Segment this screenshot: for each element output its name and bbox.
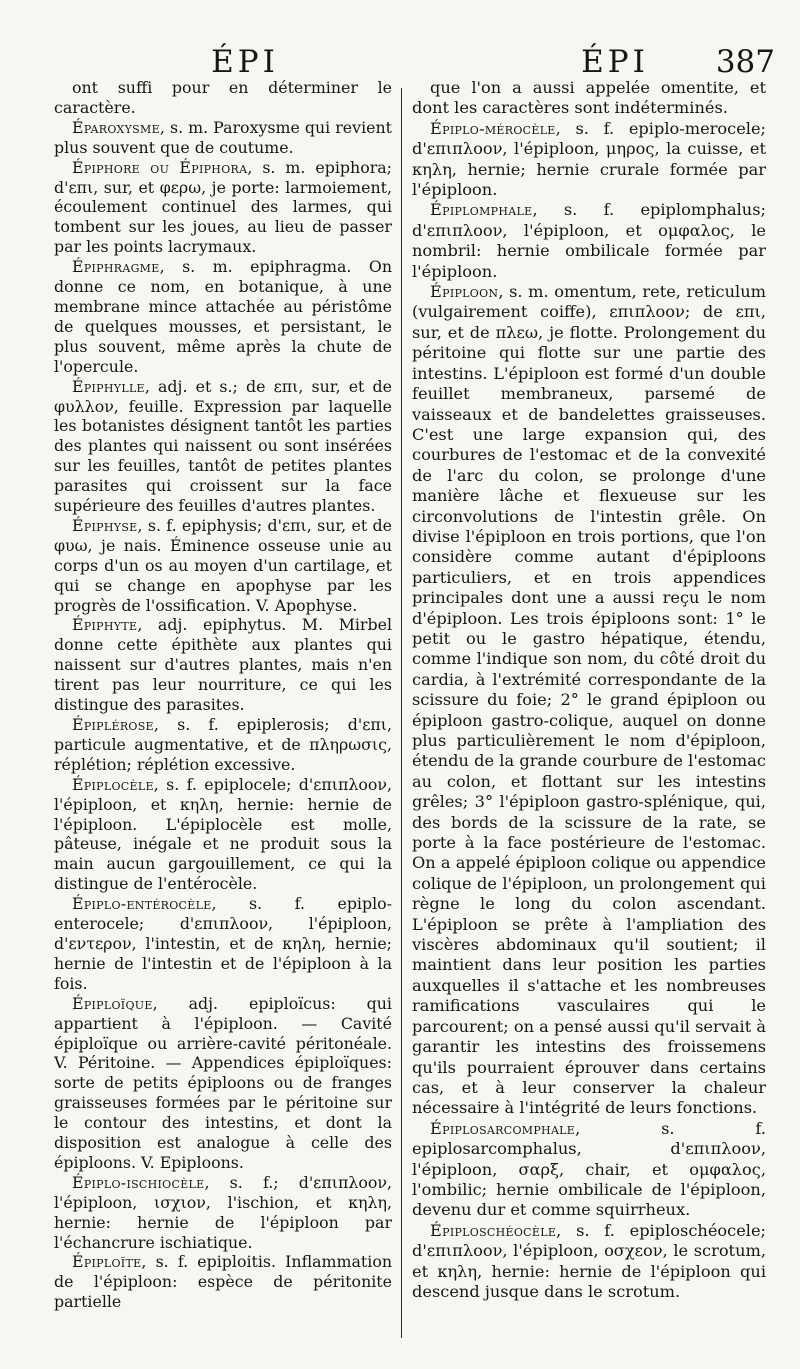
headword: Épiphyse bbox=[72, 515, 138, 535]
entry-epiphylle: Épiphylle, adj. et s.; de επι, sur, et de φυλλον, feuille. Expression par laquelle les botanistes désignent tantôt les parties des plantes qui naissent ou sont insérées sur les feuilles, tantôt de petites plantes parasites qui croissent sur la face supérieure des feuilles d'autres plantes. bbox=[54, 376, 392, 516]
entry-epiplo-ischiocele: Épiplo-ischiocèle, s. f.; d'επιπλοον, l'épiploon, ισχιον, l'ischion, et κηλη, hernie: hernie de l'épiploon par l'échancrure ischiatique. bbox=[54, 1172, 392, 1252]
headword: Épiphylle bbox=[72, 376, 145, 396]
entry-epiplo-enterocele: Épiplo-entérocèle, s. f. epiplo-enterocele; d'επιπλοον, l'épiploon, d'εντερον, l'intestin, et de κηλη, hernie; hernie de l'intestin et de l'épiploon à la fois. bbox=[54, 894, 392, 993]
running-head-right: ÉPI bbox=[581, 44, 649, 80]
entry-epiphore: Épiphore ou Épiphora, s. m. epiphora; d'επι, sur, et φερω, je porte: larmoiement, écoulement continuel des larmes, qui tombent sur les joues, au lieu de passer par les points lacrymaux. bbox=[54, 157, 392, 257]
page-number: 387 bbox=[715, 44, 775, 80]
headword: Épiploïte bbox=[72, 1252, 142, 1272]
entry-epiplocele: Épiplocèle, s. f. epiplocele; d'επιπλοον, l'épiploon, et κηλη, hernie: hernie de l'épiploon. L'épiplocèle est molle, pâteuse, inégale et ne produit sous la main aucun gargouillement, ce qui la distingue de l'entérocèle. bbox=[54, 774, 392, 894]
headword: Épiploschéocèle bbox=[430, 1220, 557, 1240]
headword: Épiphyte bbox=[72, 615, 138, 635]
column-divider bbox=[401, 88, 402, 1338]
headword: Épiplocèle bbox=[72, 774, 154, 794]
headword: Épiphragme bbox=[72, 257, 160, 277]
entry-epiploscheocele: Épiploschéocèle, s. f. epiploschéocele; d'επιπλοον, l'épiploon, οσχεον, le scrotum, et κηλη, hernie: hernie de l'épiploon qui descend jusque dans le scrotum. bbox=[412, 1220, 766, 1301]
entry-epiploique: Épiploïque, adj. epiploïcus: qui appartient à l'épiploon. — Cavité épiploïque ou arrière-cavité péritonéale. V. Péritoine. — Appendices épiploïques: sorte de petits épiploons ou de franges graisseuses formées par le péritoine sur le contour des intestins, et dont la disposition est analogue à celle des épiploons. V. Epiploons. bbox=[54, 993, 392, 1172]
running-head-left: ÉPI bbox=[211, 44, 279, 80]
entry-continuation: ont suffi pour en déterminer le caractère. bbox=[54, 78, 392, 117]
left-column bbox=[54, 78, 392, 1340]
entry-epiplo-merocele: Épiplo-mérocèle, s. f. epiplo-merocele; d'επιπλοον, l'épiploon, μηρος, la cuisse, et κηλη, hernie; hernie crurale formée par l'épiploon. bbox=[412, 118, 766, 200]
headword: Éparoxysme bbox=[72, 117, 160, 137]
entry-epiphyse: Épiphyse, s. f. epiphysis; d'επι, sur, et de φυω, je nais. Éminence osseuse unie au corps d'un os au moyen d'un cartilage, et qui se change en apophyse par les progrès de l'ossification. V. Apophyse. bbox=[54, 515, 392, 615]
entry-epiploon: Épiploon, s. m. omentum, rete, reticulum (vulgairement coiffe), επιπλοον; de επι, sur, et de πλεω, je flotte. Prolongement du péritoine qui flotte sur une partie des intestins. L'épiploon est formé d'un double feuillet membraneux, parsemé de vaisseaux et de bandelettes graisseuses. C'est une large expansion qui, des courbures de l'estomac et de la convexité de l'arc du colon, se prolonge d'une manière lâche et flexueuse sur les circonvolutions de l'intestin grêle. On divise l'épiploon en trois portions, que l'on considère comme autant d'épiploons particuliers, et en trois appendices principales dont une a aussi reçu le nom d'épiploon. Les trois épiploons sont: 1° le petit ou le gastro hépatique, étendu, comme l'indique son nom, du côté droit du cardia, à l'extrémité correspondante de la scissure du foie; 2° le grand épiploon ou épiploon gastro-colique, auquel on donne plus particulièrement le nom d'épiploon, étendu de la grande courbure de l'estomac au colon, et flottant sur les intestins grêles; 3° l'épiploon gastro-splénique, qui, des bords de la scissure de la rate, se porte à la face postérieure de l'estomac. On a appelé épiploon colique ou appendice colique de l'épiploon, un prolongement qui règne le long du colon ascendant. L'épiploon se prête à l'ampliation des viscères abdominaux qu'il soutient; il maintient dans leur position les parties auxquelles il s'attache et les nombreuses ramifications vasculaires qui le parcourent; on a pensé aussi qu'il servait à garantir les intestins des froissemens qu'ils pourraient éprouver dans certains cas, et à leur conserver la chaleur nécessaire à l'intégrité de leurs fonctions. bbox=[412, 282, 766, 1118]
entry-epiploite: Épiploïte, s. f. epiploitis. Inflammation de l'épiploon: espèce de péritonite partielle bbox=[54, 1252, 392, 1312]
entry-epiphyte: Épiphyte, adj. epiphytus. M. Mirbel donne cette épithète aux plantes qui naissent sur d'autres plantes, mais n'en tirent pas leur nourriture, ce qui les distingue des parasites. bbox=[54, 615, 392, 715]
entry-continuation: que l'on a aussi appelée omentite, et dont les caractères sont indéterminés. bbox=[412, 78, 766, 118]
entry-epiplerose: Épiplérose, s. f. epiplerosis; d'επι, particule augmentative, et de πληρωσις, réplétion; réplétion excessive. bbox=[54, 715, 392, 774]
headword: Épiplomphale bbox=[430, 200, 533, 220]
headword: Épiplo-mérocèle bbox=[430, 118, 556, 138]
headword: Épiplosarcomphale bbox=[430, 1118, 576, 1138]
headword: Épiphore ou Épiphora bbox=[72, 157, 248, 177]
entry-epiplosarcomphale: Épiplosarcomphale, s. f. epiplosarcomphalus, d'επιπλοον, l'épiploon, σαρξ, chair, et ομφαλος, l'ombilic; hernie ombilicale de l'épiploon, devenu dur et comme squirrheux. bbox=[412, 1118, 766, 1220]
headword: Épiploïque bbox=[72, 993, 153, 1013]
headword: Épiploon bbox=[430, 282, 499, 302]
right-column bbox=[412, 78, 766, 1340]
entry-epiphragme: Épiphragme, s. m. epiphragma. On donne ce nom, en botanique, à une membrane mince attachée au péristôme de quelques mousses, et persistant, le plus souvent, même après la chute de l'opercule. bbox=[54, 257, 392, 376]
headword: Épiplo-ischiocèle bbox=[72, 1172, 205, 1192]
entry-epiplomphale: Épiplomphale, s. f. epiplomphalus; d'επιπλοον, l'épiploon, et ομφαλος, le nombril: hernie ombilicale formée par l'épiploon. bbox=[412, 200, 766, 281]
entry-eparoxysme: Éparoxysme, s. m. Paroxysme qui revient plus souvent que de coutume. bbox=[54, 117, 392, 157]
headword: Épiplo-entérocèle bbox=[72, 894, 212, 914]
headword: Épiplérose bbox=[72, 715, 154, 734]
